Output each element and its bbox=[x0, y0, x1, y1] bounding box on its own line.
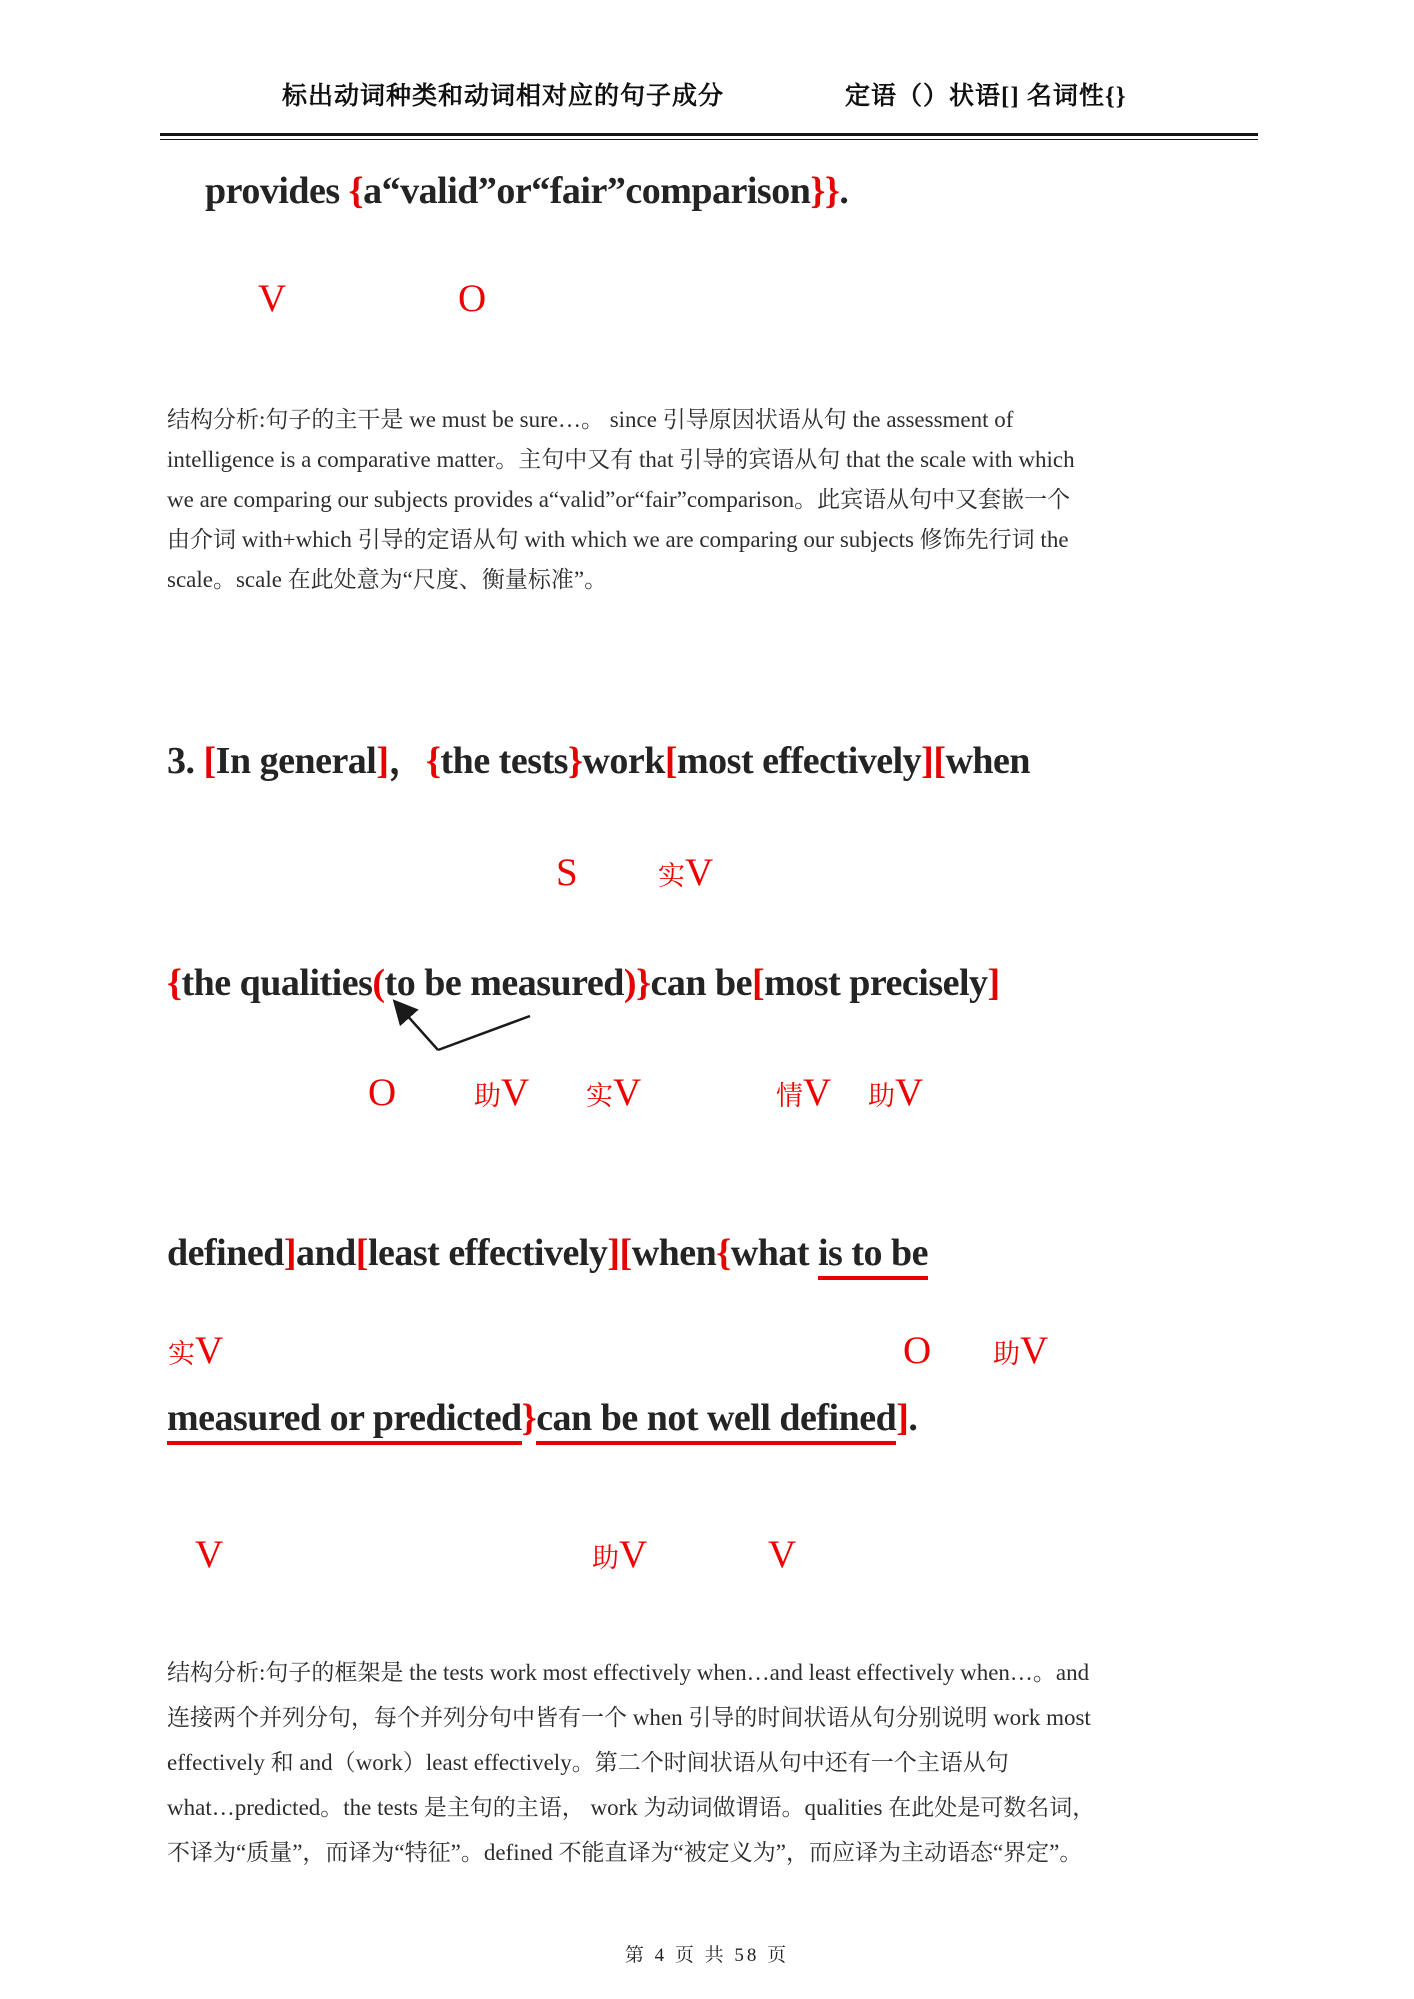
annotation-label-zhu-v bbox=[592, 1532, 647, 1577]
text-segment: ] bbox=[607, 1232, 620, 1274]
text-segment: can be not well defined bbox=[536, 1397, 896, 1445]
sentence-2-line bbox=[205, 163, 848, 219]
paragraph-line: 不译为“质量”，而译为“特征”。defined 不能直译为“被定义为”，而应译为主动语态“界定”。 bbox=[167, 1840, 1083, 1865]
annotation-label-zhu-v bbox=[868, 1070, 923, 1115]
annotation-label-o bbox=[903, 1328, 931, 1373]
text-segment: is to be bbox=[818, 1232, 928, 1280]
annotation-row-3 bbox=[0, 1070, 1414, 1132]
annotation-letter: V bbox=[685, 851, 714, 894]
annotation-row-2 bbox=[0, 850, 1414, 912]
text-segment: [ bbox=[203, 740, 216, 782]
annotation-letter: O bbox=[903, 1329, 932, 1372]
text-segment: ] bbox=[896, 1397, 909, 1439]
annotation-zh: 实 bbox=[586, 1081, 613, 1111]
annotation-row-5 bbox=[0, 1532, 1414, 1594]
text-segment: ] bbox=[987, 962, 1000, 1004]
text-segment: when bbox=[945, 740, 1031, 782]
text-segment: { bbox=[167, 962, 182, 1004]
text-segment: [ bbox=[355, 1232, 368, 1274]
text-segment: )} bbox=[623, 962, 651, 1004]
footer-page-number: 第 4 页 共 58 页 bbox=[624, 1945, 790, 1966]
text-segment: [ bbox=[751, 962, 765, 1004]
text-segment: ， bbox=[388, 740, 427, 782]
annotation-label-v bbox=[195, 1532, 223, 1577]
annotation-letter: V bbox=[195, 1329, 224, 1372]
annotation-label-v bbox=[258, 276, 286, 321]
annotation-zh: 实 bbox=[658, 861, 685, 891]
text-segment: ] bbox=[921, 740, 934, 782]
annotation-zh: 实 bbox=[168, 1339, 195, 1369]
text-segment: provides bbox=[205, 170, 349, 212]
text-segment: } bbox=[567, 740, 583, 782]
text-segment: . bbox=[908, 1397, 918, 1439]
paragraph-line: what…predicted。the tests 是主句的主语， work 为动词做谓语。qualities 在此处是可数名词， bbox=[167, 1795, 1096, 1820]
text-segment: defined bbox=[167, 1232, 284, 1274]
annotation-label-shi-v bbox=[168, 1328, 223, 1373]
sentence-3-line-1 bbox=[167, 733, 1030, 789]
annotation-row-1 bbox=[0, 276, 1414, 338]
paragraph-line: 连接两个并列分句，每个并列分句中皆有一个 when 引导的时间状语从句分别说明 work most bbox=[167, 1705, 1091, 1730]
annotation-letter: V bbox=[1020, 1329, 1049, 1372]
text-segment: { bbox=[716, 1232, 731, 1274]
text-segment: [ bbox=[619, 1232, 632, 1274]
annotation-letter: V bbox=[619, 1533, 648, 1576]
annotation-zh: 情 bbox=[776, 1081, 803, 1111]
text-segment: ( bbox=[372, 962, 385, 1004]
annotation-label-qing-v bbox=[776, 1070, 831, 1115]
qualities-pointer-arrows bbox=[370, 985, 550, 1070]
text-segment: the tests bbox=[440, 740, 568, 782]
text-segment: { bbox=[348, 170, 364, 212]
header-left-text: 标出动词种类和动词相对应的句子成分 bbox=[282, 83, 725, 110]
paragraph-line: 结构分析:句子的框架是 the tests work most effectively when…and least effectively when…。and bbox=[167, 1660, 1090, 1685]
paragraph-line: scale。scale 在此处意为“尺度、衡量标准”。 bbox=[167, 567, 608, 592]
text-segment: . bbox=[839, 170, 849, 212]
annotation-label-o bbox=[368, 1070, 396, 1115]
text-segment: and bbox=[296, 1232, 356, 1274]
text-segment: most effectively bbox=[677, 740, 922, 782]
annotation-label-zhu-v bbox=[474, 1070, 529, 1115]
text-segment: 3. bbox=[167, 740, 204, 782]
text-segment: }} bbox=[810, 170, 840, 212]
text-segment: { bbox=[426, 740, 441, 782]
annotation-letter: S bbox=[556, 851, 578, 894]
paragraph-line: intelligence is a comparative matter。主句中又有 that 引导的宾语从句 that the scale with which bbox=[167, 447, 1075, 472]
annotation-letter: V bbox=[895, 1071, 924, 1114]
annotation-letter: V bbox=[803, 1071, 832, 1114]
text-segment: can be bbox=[650, 962, 752, 1004]
paragraph-line: effectively 和 and（work）least effectively。第二个时间状语从句中还有一个主语从句 bbox=[167, 1750, 1009, 1775]
annotation-zh: 助 bbox=[993, 1339, 1020, 1369]
annotation-letter: V bbox=[768, 1533, 797, 1576]
text-segment: work bbox=[582, 740, 665, 782]
text-segment: ] bbox=[376, 740, 389, 782]
annotation-letter: O bbox=[368, 1071, 397, 1114]
text-segment: the qualities bbox=[181, 962, 373, 1004]
text-segment: [ bbox=[933, 740, 946, 782]
analysis-paragraph-2 bbox=[167, 1650, 1267, 1875]
header-rule bbox=[160, 133, 1258, 140]
annotation-zh: 助 bbox=[868, 1081, 895, 1111]
text-segment: most precisely bbox=[764, 962, 988, 1004]
sentence-3-line-3 bbox=[167, 1225, 928, 1281]
annotation-zh: 助 bbox=[474, 1081, 501, 1111]
annotation-letter: V bbox=[258, 277, 287, 320]
text-segment: ] bbox=[283, 1232, 297, 1274]
annotation-label-v bbox=[768, 1532, 796, 1577]
annotation-zh: 助 bbox=[592, 1543, 619, 1573]
sentence-3-line-4 bbox=[167, 1390, 917, 1446]
text-segment: when bbox=[631, 1232, 717, 1274]
annotation-label-s bbox=[556, 850, 578, 895]
text-segment: measured or predicted bbox=[167, 1397, 522, 1445]
paragraph-line: we are comparing our subjects provides a“valid”or“fair”comparison。此宾语从句中又套嵌一个 bbox=[167, 487, 1071, 512]
text-segment: [ bbox=[664, 740, 678, 782]
annotation-label-shi-v bbox=[586, 1070, 641, 1115]
annotation-letter: O bbox=[458, 277, 487, 320]
text-segment: In general bbox=[215, 740, 377, 782]
analysis-paragraph-1 bbox=[167, 400, 1267, 600]
text-segment: a“valid”or“fair”comparison bbox=[363, 170, 811, 212]
annotation-label-zhu-v bbox=[993, 1328, 1048, 1373]
text-segment: to be measured bbox=[384, 962, 624, 1004]
text-segment: what bbox=[730, 1232, 818, 1274]
header-right-text: 定语（）状语[] 名词性{} bbox=[845, 83, 1127, 110]
annotation-label-shi-v bbox=[658, 850, 713, 895]
annotation-letter: V bbox=[613, 1071, 642, 1114]
annotation-letter: V bbox=[195, 1533, 224, 1576]
annotation-letter: V bbox=[501, 1071, 530, 1114]
text-segment: least effectively bbox=[367, 1232, 608, 1274]
annotation-label-o bbox=[458, 276, 486, 321]
text-segment: } bbox=[521, 1397, 537, 1439]
paragraph-line: 由介词 with+which 引导的定语从句 with which we are comparing our subjects 修饰先行词 the bbox=[167, 527, 1069, 552]
paragraph-line: 结构分析:句子的主干是 we must be sure…。 since 引导原因状语从句 the assessment of bbox=[167, 407, 1014, 432]
sentence-3-line-2 bbox=[167, 955, 1000, 1011]
annotation-row-4 bbox=[0, 1328, 1414, 1390]
